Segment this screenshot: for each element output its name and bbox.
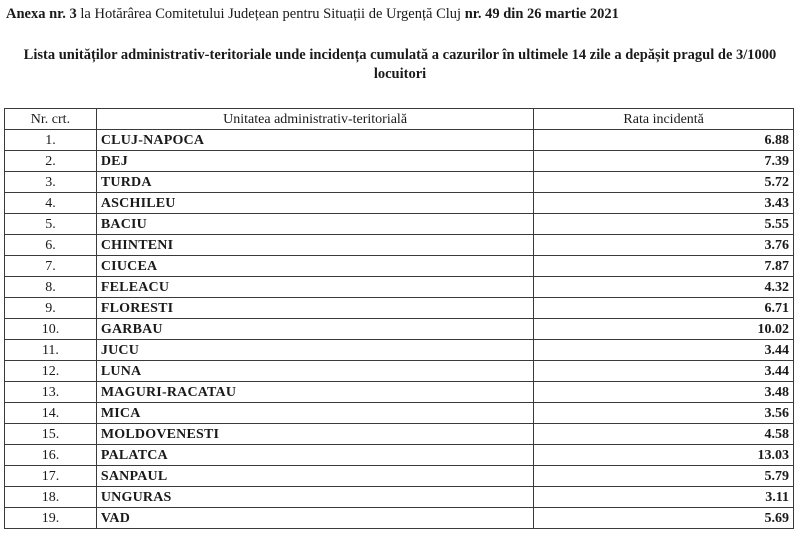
unit-name: CLUJ-NAPOCA: [96, 130, 533, 151]
unit-name: FLORESTI: [96, 298, 533, 319]
incidence-rate: 3.43: [534, 193, 794, 214]
incidence-table: [4, 108, 794, 529]
incidence-rate: 3.56: [534, 403, 794, 424]
row-number: 19.: [5, 508, 97, 529]
table-row: [5, 214, 794, 235]
table-row: [5, 235, 794, 256]
row-number: 11.: [5, 340, 97, 361]
column-header-unit: Unitatea administrativ-teritorială: [96, 109, 533, 130]
title-line-1: Lista unităților administrativ-teritoriale unde incidența cumulată a cazurilor în ultimele 14 zile a depășit pragul de 3/1000: [23, 47, 777, 63]
incidence-rate: 13.03: [534, 445, 794, 466]
table-row: [5, 361, 794, 382]
incidence-rate: 3.48: [534, 382, 794, 403]
row-number: 12.: [5, 361, 97, 382]
row-number: 6.: [5, 235, 97, 256]
title-line-2: locuitori: [373, 66, 427, 82]
table-row: [5, 382, 794, 403]
unit-name: DEJ: [96, 151, 533, 172]
table-row: [5, 130, 794, 151]
incidence-rate: 6.88: [534, 130, 794, 151]
unit-name: BACIU: [96, 214, 533, 235]
incidence-rate: 4.32: [534, 277, 794, 298]
unit-name: UNGURAS: [96, 487, 533, 508]
unit-name: MICA: [96, 403, 533, 424]
decision-text: la Hotărârea Comitetului Județean pentru Situații de Urgență Cluj: [76, 6, 465, 22]
unit-name: JUCU: [96, 340, 533, 361]
table-row: [5, 172, 794, 193]
table-row: [5, 151, 794, 172]
row-number: 8.: [5, 277, 97, 298]
table-row: [5, 445, 794, 466]
row-number: 7.: [5, 256, 97, 277]
table-row: [5, 340, 794, 361]
unit-name: TURDA: [96, 172, 533, 193]
incidence-rate: 3.11: [534, 487, 794, 508]
incidence-rate: 6.71: [534, 298, 794, 319]
unit-name: CHINTENI: [96, 235, 533, 256]
unit-name: CIUCEA: [96, 256, 533, 277]
row-number: 15.: [5, 424, 97, 445]
row-number: 13.: [5, 382, 97, 403]
row-number: 3.: [5, 172, 97, 193]
row-number: 16.: [5, 445, 97, 466]
table-row: [5, 424, 794, 445]
row-number: 5.: [5, 214, 97, 235]
table-body: [5, 130, 794, 529]
annex-header: [6, 6, 619, 23]
table-row: [5, 508, 794, 529]
table-header-row: [5, 109, 794, 130]
incidence-rate: 7.87: [534, 256, 794, 277]
incidence-rate: 5.55: [534, 214, 794, 235]
table-row: [5, 466, 794, 487]
row-number: 10.: [5, 319, 97, 340]
table-row: [5, 403, 794, 424]
table-row: [5, 193, 794, 214]
incidence-rate: 7.39: [534, 151, 794, 172]
row-number: 1.: [5, 130, 97, 151]
annex-label: Anexa nr. 3: [6, 6, 77, 22]
row-number: 17.: [5, 466, 97, 487]
unit-name: ASCHILEU: [96, 193, 533, 214]
row-number: 2.: [5, 151, 97, 172]
unit-name: SANPAUL: [96, 466, 533, 487]
row-number: 9.: [5, 298, 97, 319]
incidence-rate: 4.58: [534, 424, 794, 445]
incidence-rate: 3.76: [534, 235, 794, 256]
unit-name: MAGURI-RACATAU: [96, 382, 533, 403]
unit-name: VAD: [96, 508, 533, 529]
page-title: [0, 46, 800, 84]
column-header-rate: Rata incidentă: [534, 109, 794, 130]
row-number: 14.: [5, 403, 97, 424]
row-number: 18.: [5, 487, 97, 508]
table-row: [5, 256, 794, 277]
incidence-rate: 5.72: [534, 172, 794, 193]
incidence-rate: 3.44: [534, 361, 794, 382]
table-row: [5, 277, 794, 298]
table-row: [5, 298, 794, 319]
unit-name: LUNA: [96, 361, 533, 382]
unit-name: FELEACU: [96, 277, 533, 298]
table-row: [5, 319, 794, 340]
unit-name: GARBAU: [96, 319, 533, 340]
table-row: [5, 487, 794, 508]
row-number: 4.: [5, 193, 97, 214]
incidence-rate: 3.44: [534, 340, 794, 361]
column-header-nr: Nr. crt.: [5, 109, 97, 130]
unit-name: PALATCA: [96, 445, 533, 466]
incidence-rate: 5.79: [534, 466, 794, 487]
unit-name: MOLDOVENESTI: [96, 424, 533, 445]
incidence-rate: 10.02: [534, 319, 794, 340]
decision-number: nr. 49 din 26 martie 2021: [464, 6, 619, 22]
page-corner-mark: ‾‾‾‾‾‾‾‾‾‾: [764, 0, 794, 6]
incidence-rate: 5.69: [534, 508, 794, 529]
